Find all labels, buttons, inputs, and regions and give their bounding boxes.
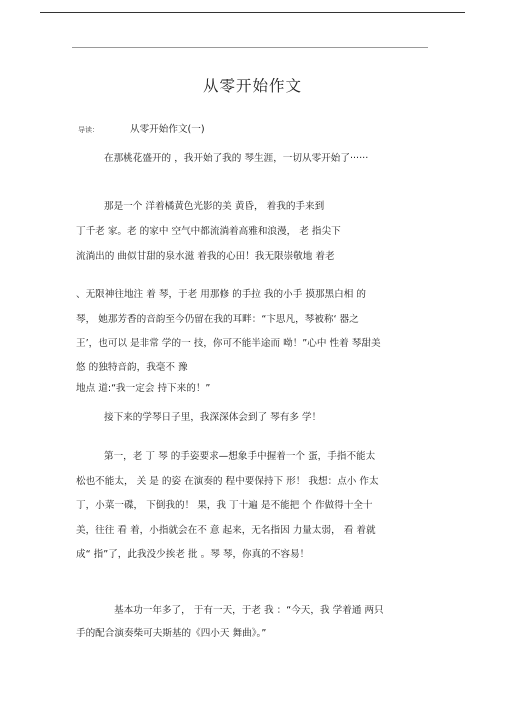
paragraph-line: 成“ 指”了，此我没少挨老 批 。琴 琴，你真的不容易！ <box>76 549 310 560</box>
paragraph-line: 王’，也可以 是非常 学的一 技，你可不能半途而 呦！”心中 性着 琴甜美 <box>76 338 381 349</box>
paragraph-line: 接下来的学琴日子里，我深深体会到了 琴有多 学！ <box>104 412 322 423</box>
top-rule <box>40 12 465 13</box>
paragraph-line: 美，往往 看 着，小指就会在不 意 起来，无名指因 力量太弱， 看 着就 <box>76 525 376 536</box>
guide-text: 从零开始作文(一) <box>130 124 205 135</box>
paragraph-line: 悠 的独特音韵，我毫不 豫 <box>76 362 188 373</box>
paragraph-line: 在那桃花盛开的 ，我开始了我的 琴生涯，一切从零开始了······ <box>104 153 369 164</box>
paragraph-line: 、无限神往地注 着 琴，于老 用那修 的手拉 我的小手 摸那黑白相 的 <box>76 289 366 300</box>
paragraph-line: 丁千老 家。老 的家中 空气中都流淌着高雅和浪漫， 老 指尖下 <box>76 226 341 237</box>
paragraph-line: 地点 道:“我一定会 持下来的！” <box>76 383 211 394</box>
paragraph-line: 丁，小菜一碟， 下倒我的！ 果，我 丁十遍 是不能把 个 作做得十全十 <box>76 500 373 511</box>
page-title: 从零开始作文 <box>202 77 302 95</box>
header-rule <box>72 47 428 48</box>
paragraph-line: 手的配合演奏柴可夫斯基的《四小天 舞曲》。” <box>76 628 267 639</box>
paragraph-line: 那是一个 洋着橘黄色光影的美 黄昏， 着我的手来到 <box>104 201 325 212</box>
paragraph-line: 流淌出的 曲似甘甜的泉水滋 着我的心田！我无限崇敬地 着老 <box>76 251 335 262</box>
guide-label: 导读： <box>78 126 99 134</box>
paragraph-line: 松也不能太， 关 是 的姿 在演奏的 程中要保持下 形！ 我想：点小 作太 <box>76 476 379 487</box>
paragraph-line: 琴， 她那芳香的音韵至今仍留在我的耳畔：“卞思凡，琴被称‘ 器之 <box>76 314 359 325</box>
paragraph-line: 第一，老 丁 琴 的手姿要求—想象手中握着一个 蛋，手指不能太 <box>104 451 376 462</box>
paragraph-line: 基本功一年多了， 于有一天，于老 我 ：“今天，我 学着通 两只 <box>114 605 384 616</box>
